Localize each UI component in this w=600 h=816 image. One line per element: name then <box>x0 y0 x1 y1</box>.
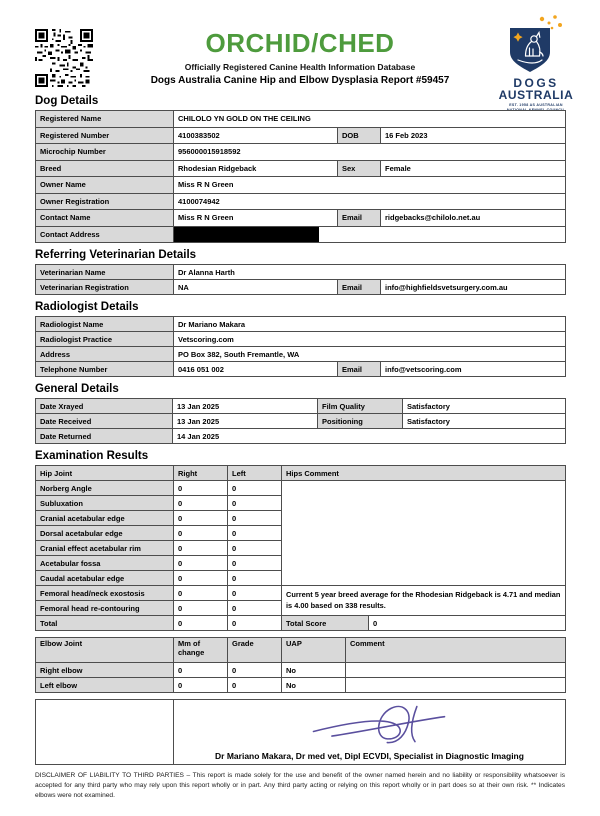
uap-value: No <box>282 678 346 693</box>
table-row <box>36 127 566 144</box>
field-label: Registered Name <box>36 111 174 128</box>
grade-value: 0 <box>228 663 282 678</box>
table-row <box>36 280 566 295</box>
field-value: Satisfactory <box>403 414 566 429</box>
column-header: UAP <box>282 638 346 663</box>
general-details-table <box>35 398 566 444</box>
hip-measure-label: Subluxation <box>36 496 174 511</box>
field-label: Radiologist Practice <box>36 332 174 347</box>
field-label: Date Xrayed <box>36 399 173 414</box>
field-label: Date Returned <box>36 429 173 444</box>
column-header: Mm of change <box>174 638 228 663</box>
table-row <box>36 678 566 693</box>
left-value: 0 <box>228 526 282 541</box>
field-label: Date Received <box>36 414 173 429</box>
elbow-examination-table <box>35 637 566 693</box>
table-row <box>36 160 566 177</box>
right-value: 0 <box>174 511 228 526</box>
left-value: 0 <box>228 601 282 616</box>
elbow-label: Right elbow <box>36 663 174 678</box>
right-value: 0 <box>174 586 228 601</box>
hip-measure-label: Femoral head re-contouring <box>36 601 174 616</box>
table-row <box>36 362 566 377</box>
elbow-label: Left elbow <box>36 678 174 693</box>
hip-measure-label: Cranial acetabular edge <box>36 511 174 526</box>
field-label: Email <box>338 280 381 295</box>
field-label: DOB <box>338 127 381 144</box>
left-value: 0 <box>228 481 282 496</box>
section-heading-vet-details: Referring Veterinarian Details <box>35 249 197 261</box>
field-label: Owner Registration <box>36 193 174 210</box>
page-title: ORCHID/CHED <box>205 28 395 58</box>
field-label: Sex <box>338 160 381 177</box>
total-score-value: 0 <box>369 616 566 631</box>
hip-measure-label: Caudal acetabular edge <box>36 571 174 586</box>
left-value: 0 <box>228 541 282 556</box>
table-row <box>36 111 566 128</box>
field-label: Registered Number <box>36 127 174 144</box>
right-value: 0 <box>174 556 228 571</box>
table-header-row <box>36 466 566 481</box>
table-row <box>36 663 566 678</box>
table-row <box>36 586 566 601</box>
logo-word-dogs: DOGS <box>513 76 559 90</box>
right-value: 0 <box>174 601 228 616</box>
total-right-value: 0 <box>174 616 228 631</box>
comment-value <box>346 678 566 693</box>
table-row <box>36 347 566 362</box>
table-row <box>36 193 566 210</box>
field-value: 13 Jan 2025 <box>173 399 318 414</box>
right-value: 0 <box>174 496 228 511</box>
field-value: Rhodesian Ridgeback <box>174 160 338 177</box>
uap-value: No <box>282 663 346 678</box>
hip-measure-label: Norberg Angle <box>36 481 174 496</box>
field-value: CHILOLO YN GOLD ON THE CEILING <box>174 111 566 128</box>
table-row <box>36 399 566 414</box>
right-value: 0 <box>174 571 228 586</box>
column-header: Comment <box>346 638 566 663</box>
table-row <box>36 177 566 194</box>
field-label: Radiologist Name <box>36 317 174 332</box>
mm-change-value: 0 <box>174 678 228 693</box>
field-value: info@vetscoring.com <box>381 362 566 377</box>
field-value: 4100074942 <box>174 193 566 210</box>
table-row <box>36 332 566 347</box>
right-value: 0 <box>174 526 228 541</box>
header-titles <box>100 29 500 86</box>
table-row <box>36 265 566 280</box>
qr-code-icon <box>33 27 95 89</box>
hip-measure-label: Cranial effect acetabular rim <box>36 541 174 556</box>
field-value: 4100383502 <box>174 127 338 144</box>
hip-examination-table <box>35 465 566 631</box>
field-label: Breed <box>36 160 174 177</box>
logo-tagline-2: NATIONAL KENNEL COUNCIL <box>506 107 566 112</box>
total-label: Total <box>36 616 174 631</box>
report-body <box>35 95 565 807</box>
field-value: Dr Alanna Harth <box>174 265 566 280</box>
field-value: Female <box>381 160 566 177</box>
comment-value <box>346 663 566 678</box>
table-row <box>36 414 566 429</box>
database-subtitle: Officially Registered Canine Health Information Database <box>184 62 416 72</box>
mm-change-value: 0 <box>174 663 228 678</box>
section-heading-radiologist-details: Radiologist Details <box>35 301 139 313</box>
field-value: 0416 051 002 <box>174 362 338 377</box>
field-value: 14 Jan 2025 <box>173 429 566 444</box>
field-label: Address <box>36 347 174 362</box>
field-label: Veterinarian Name <box>36 265 174 280</box>
section-heading-dog-details: Dog Details <box>35 95 99 107</box>
field-value: 16 Feb 2023 <box>381 127 566 144</box>
star-sparkles-icon <box>540 15 562 29</box>
logo-tagline-1: EST. 1958 AS AUSTRALIAN <box>509 103 563 107</box>
table-row <box>36 144 566 161</box>
field-value: 13 Jan 2025 <box>173 414 318 429</box>
left-value: 0 <box>228 571 282 586</box>
field-value: ridgebacks@chilolo.net.au <box>381 210 566 227</box>
field-label: Positioning <box>318 414 403 429</box>
table-row <box>36 700 566 765</box>
logo-word-australia: AUSTRALIA <box>498 88 574 102</box>
signature-icon <box>304 701 454 749</box>
field-label: Microchip Number <box>36 144 174 161</box>
field-label: Email <box>338 362 381 377</box>
left-value: 0 <box>228 586 282 601</box>
column-header: Hips Comment <box>282 466 566 481</box>
field-value: PO Box 382, South Fremantle, WA <box>174 347 566 362</box>
radiologist-details-table <box>35 316 566 377</box>
field-label: Owner Name <box>36 177 174 194</box>
field-value: Miss R N Green <box>174 177 566 194</box>
field-value: 956000015918592 <box>174 144 566 161</box>
report-title: Dogs Australia Canine Hip and Elbow Dysplasia Report #59457 <box>150 75 450 86</box>
right-value: 0 <box>174 481 228 496</box>
redacted-address-bar <box>174 227 319 243</box>
left-value: 0 <box>228 556 282 571</box>
dog-details-table <box>35 110 566 243</box>
field-value: Satisfactory <box>403 399 566 414</box>
vet-details-table <box>35 264 566 295</box>
field-label: Contact Address <box>36 226 174 243</box>
field-value: Dr Mariano Makara <box>174 317 566 332</box>
left-value: 0 <box>228 511 282 526</box>
signature-cell <box>174 700 566 765</box>
hip-measure-label: Acetabular fossa <box>36 556 174 571</box>
field-value: NA <box>174 280 338 295</box>
dogs-australia-shield-icon <box>492 14 580 78</box>
table-header-row <box>36 638 566 663</box>
field-value: Miss R N Green <box>174 210 338 227</box>
column-header: Grade <box>228 638 282 663</box>
right-value: 0 <box>174 541 228 556</box>
column-header: Right <box>174 466 228 481</box>
contact-address-cell <box>174 226 566 243</box>
table-row <box>36 429 566 444</box>
field-value: Vetscoring.com <box>174 332 566 347</box>
hip-measure-label: Femoral head/neck exostosis <box>36 586 174 601</box>
column-header: Elbow Joint <box>36 638 174 663</box>
column-header: Left <box>228 466 282 481</box>
section-heading-general-details: General Details <box>35 383 119 395</box>
table-row <box>36 226 566 243</box>
field-label: Telephone Number <box>36 362 174 377</box>
total-left-value: 0 <box>228 616 282 631</box>
table-row <box>36 317 566 332</box>
field-value: info@highfieldsvetsurgery.com.au <box>381 280 566 295</box>
field-label: Email <box>338 210 381 227</box>
signature-table <box>35 699 566 765</box>
signature-caption: Dr Mariano Makara, Dr med vet, Dipl ECVDI, Specialist in Diagnostic Imaging <box>215 751 524 761</box>
section-heading-examination-results: Examination Results <box>35 450 149 462</box>
table-total-row <box>36 616 566 631</box>
field-label: Veterinarian Registration <box>36 280 174 295</box>
left-value: 0 <box>228 496 282 511</box>
field-label: Contact Name <box>36 210 174 227</box>
hip-measure-label: Dorsal acetabular edge <box>36 526 174 541</box>
field-label: Film Quality <box>318 399 403 414</box>
hips-comment-cell <box>282 481 566 586</box>
grade-value: 0 <box>228 678 282 693</box>
breed-average-note: Current 5 year breed average for the Rhodesian Ridgeback is 4.71 and median is 4.00 based on 338 results. <box>282 586 566 616</box>
total-score-label: Total Score <box>282 616 369 631</box>
column-header: Hip Joint <box>36 466 174 481</box>
disclaimer-text: DISCLAIMER OF LIABILITY TO THIRD PARTIES – This report is made solely for the use and benefit of the owner named herein and no liability or responsibility whatsoever is accepted for any third party who may rely upon this report wholly or in part. Any third party acting or relying on this report wholly or in part does so at their own risk. ** Indicates elbows were not examined. <box>35 772 565 799</box>
table-row <box>36 210 566 227</box>
signature-left-cell <box>36 700 174 765</box>
table-row <box>36 481 566 496</box>
